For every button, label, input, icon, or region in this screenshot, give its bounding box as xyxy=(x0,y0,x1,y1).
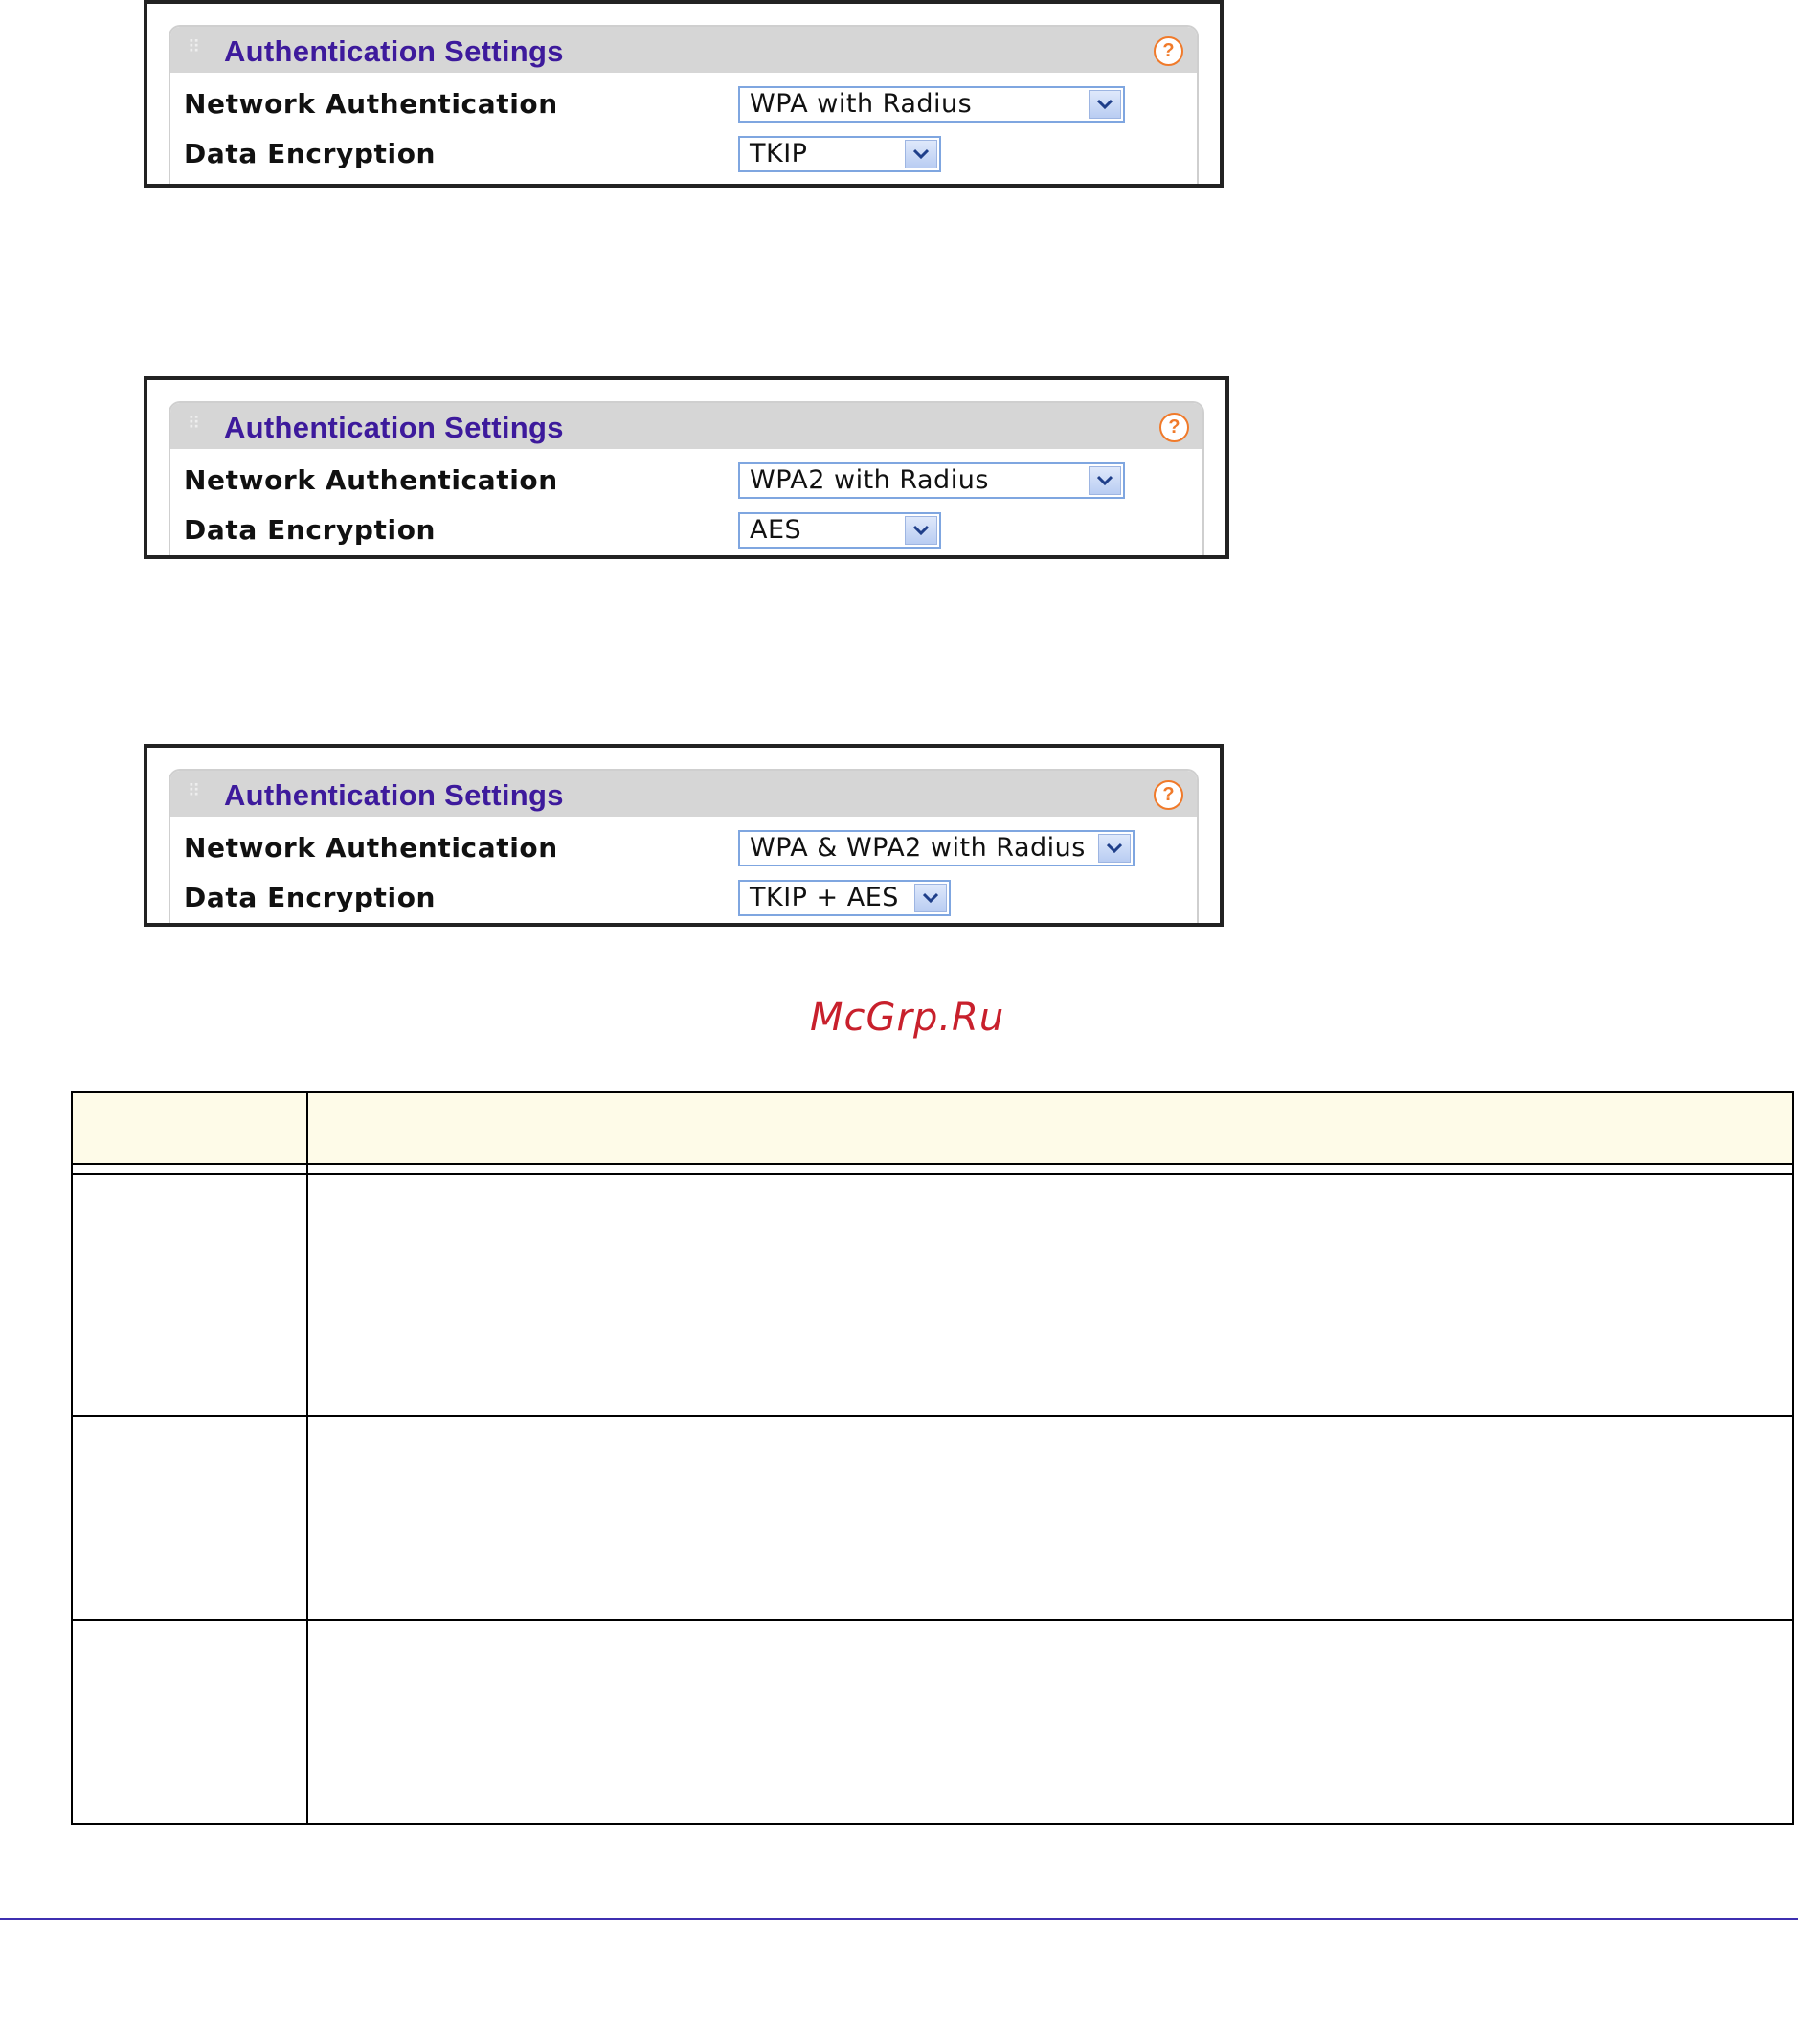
panel-title: Authentication Settings xyxy=(224,411,564,444)
chevron-down-icon[interactable] xyxy=(905,516,937,545)
auth-settings-screenshot-2 xyxy=(144,376,1229,559)
select-value: AES xyxy=(750,515,802,545)
network-authentication-label: Network Authentication xyxy=(184,464,558,496)
chevron-down-icon[interactable] xyxy=(1089,466,1121,495)
select-value: TKIP xyxy=(750,139,808,168)
network-authentication-select[interactable] xyxy=(738,830,1135,866)
auth-settings-panel xyxy=(169,769,1199,927)
chevron-down-icon[interactable] xyxy=(1098,834,1131,863)
footer-rule xyxy=(0,1918,1798,1920)
data-encryption-label: Data Encryption xyxy=(184,882,437,913)
table-header-separator xyxy=(73,1165,1792,1175)
data-encryption-select[interactable] xyxy=(738,136,941,172)
panel-header xyxy=(170,771,1197,817)
auth-settings-panel xyxy=(169,25,1199,188)
auth-settings-panel xyxy=(169,401,1204,559)
network-authentication-select[interactable] xyxy=(738,462,1125,499)
drag-handle-icon[interactable]: ⠿ xyxy=(188,781,201,801)
chevron-down-icon[interactable] xyxy=(905,140,937,168)
data-encryption-label: Data Encryption xyxy=(184,138,437,169)
panel-header xyxy=(170,403,1202,449)
select-value: WPA & WPA2 with Radius xyxy=(750,833,1086,863)
settings-description-table xyxy=(71,1091,1794,1825)
panel-header xyxy=(170,27,1197,73)
panel-title: Authentication Settings xyxy=(224,34,564,68)
watermark: McGrp.Ru xyxy=(810,996,1005,1040)
table-header xyxy=(73,1093,1792,1165)
data-encryption-label: Data Encryption xyxy=(184,514,437,546)
chevron-down-icon[interactable] xyxy=(1089,90,1121,119)
panel-title: Authentication Settings xyxy=(224,778,564,812)
select-value: WPA with Radius xyxy=(750,89,973,119)
drag-handle-icon[interactable]: ⠿ xyxy=(188,37,201,57)
help-icon[interactable]: ? xyxy=(1159,413,1189,442)
select-value: TKIP + AES xyxy=(750,883,899,912)
data-encryption-select[interactable] xyxy=(738,512,941,549)
network-authentication-label: Network Authentication xyxy=(184,832,558,864)
auth-settings-screenshot-1 xyxy=(144,0,1224,188)
table-row-divider xyxy=(73,1415,1792,1417)
table-row-divider xyxy=(73,1619,1792,1621)
network-authentication-select[interactable] xyxy=(738,86,1125,123)
help-icon[interactable]: ? xyxy=(1154,36,1183,66)
network-authentication-label: Network Authentication xyxy=(184,88,558,120)
drag-handle-icon[interactable]: ⠿ xyxy=(188,414,201,434)
chevron-down-icon[interactable] xyxy=(914,884,947,912)
auth-settings-screenshot-3 xyxy=(144,744,1224,927)
data-encryption-select[interactable] xyxy=(738,880,951,916)
select-value: WPA2 with Radius xyxy=(750,465,989,495)
column-divider xyxy=(306,1093,308,1823)
help-icon[interactable]: ? xyxy=(1154,780,1183,810)
